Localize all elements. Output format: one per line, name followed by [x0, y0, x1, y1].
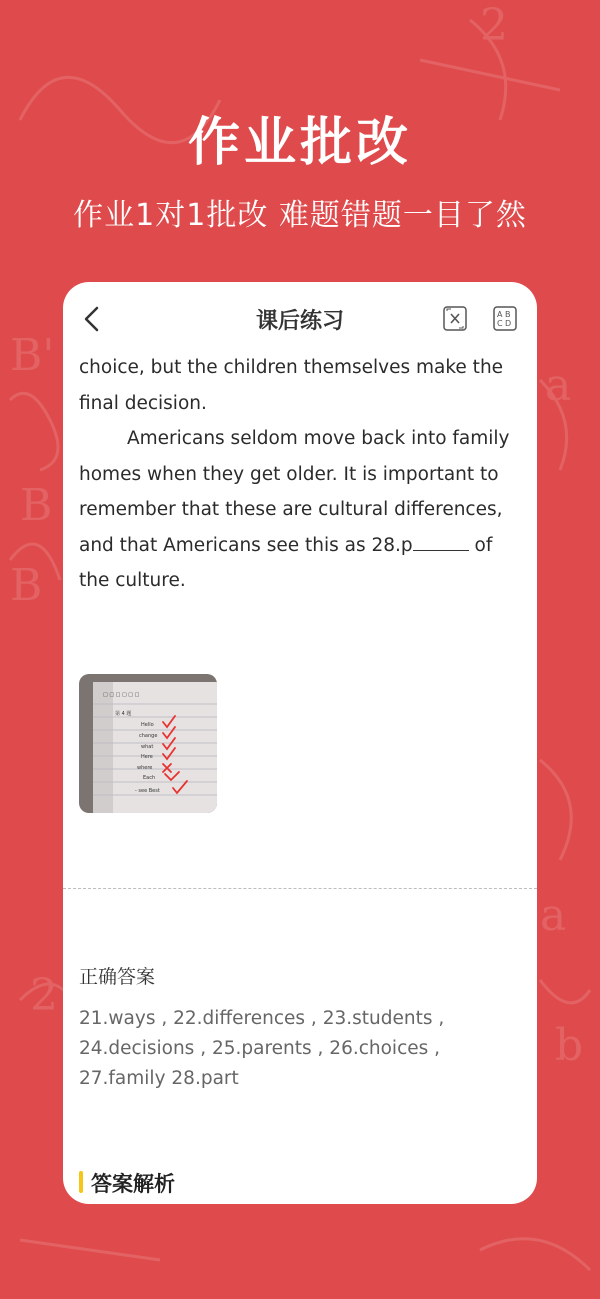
passage-after-blank: of the culture.	[79, 534, 493, 591]
options-button[interactable]	[493, 306, 517, 331]
page-title: 课后练习	[255, 309, 344, 334]
svg-text:Here: Here	[141, 754, 153, 760]
svg-text:a: a	[545, 360, 572, 411]
svg-text:Hello: Hello	[141, 722, 154, 728]
answer-analysis-heading[interactable]	[79, 1168, 175, 1198]
svg-text:change: change	[139, 733, 158, 739]
svg-text:b: b	[555, 1020, 584, 1071]
svg-text:- see Best: - see Best	[135, 788, 160, 794]
hero-subtitle: 作业1对1批改 难题错题一目了然	[73, 198, 527, 233]
passage-line: choice, but the children themselves make the final decision.	[79, 357, 504, 414]
section-divider	[63, 888, 537, 889]
svg-text:2: 2	[480, 0, 508, 51]
nav-bar	[63, 282, 537, 354]
passage-before-blank: Americans seldom move back into family homes when they get older. It is important to remember that these are cultural differences, and that Americans see this as 28.p	[79, 428, 510, 556]
svg-text:A: A	[497, 310, 503, 319]
passage-text	[79, 350, 523, 599]
svg-text:where: where	[137, 765, 153, 771]
correct-answer-title: 正确答案	[79, 966, 156, 988]
exercise-card	[63, 282, 537, 1204]
svg-text:Each: Each	[143, 775, 156, 781]
svg-text:C: C	[497, 319, 503, 328]
notebook-image	[79, 674, 217, 813]
analysis-title: 答案解析	[91, 1172, 175, 1196]
svg-text:B: B	[10, 560, 43, 611]
hero-title: 作业批改	[187, 113, 412, 173]
svg-text:B: B	[20, 480, 53, 531]
close-box-icon	[443, 306, 467, 331]
clear-answers-button[interactable]	[443, 306, 467, 331]
svg-text:B: B	[505, 310, 511, 319]
svg-text:B': B'	[10, 330, 55, 381]
svg-text:a: a	[540, 890, 567, 941]
accent-bar	[79, 1171, 83, 1193]
svg-text:D: D	[505, 319, 512, 328]
answer-blank-28[interactable]	[413, 533, 469, 551]
abcd-options-icon	[493, 306, 517, 331]
passage-paragraph	[79, 421, 523, 599]
svg-text:第 4 题: 第 4 题	[115, 711, 132, 717]
homework-photo[interactable]	[79, 674, 217, 813]
correct-answer-text: 21.ways , 22.differences , 23.students , 24.decisions , 25.parents , 26.choices , 27.family 28.part	[79, 1008, 445, 1089]
svg-text:2: 2	[30, 970, 58, 1021]
svg-text:what: what	[141, 744, 154, 750]
svg-text:□ □ □ □ □ □: □ □ □ □ □ □	[103, 692, 140, 698]
